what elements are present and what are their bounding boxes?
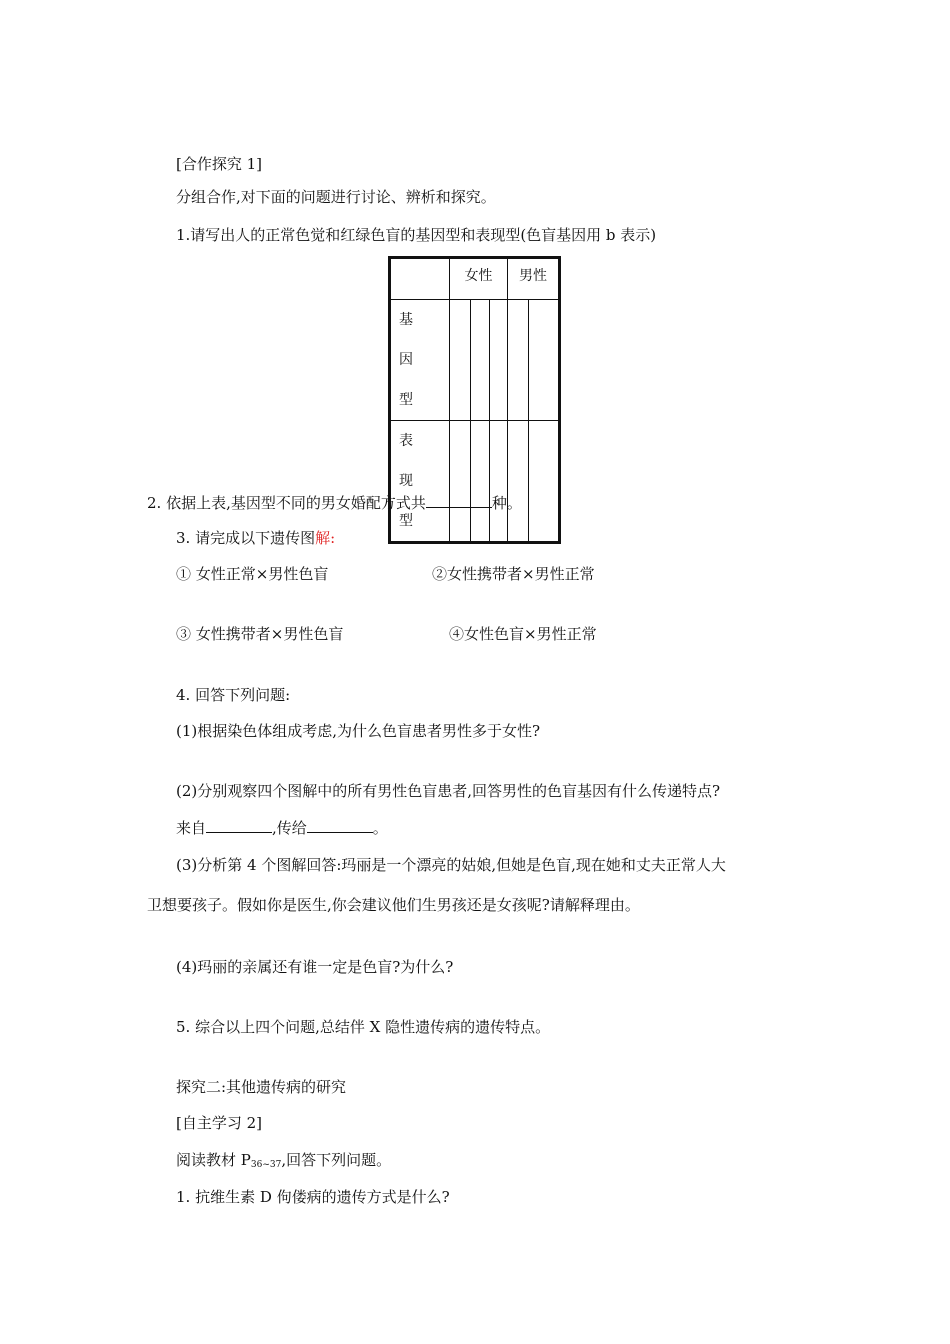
section-2-title: 探究二:其他遗传病的研究 — [176, 1078, 347, 1096]
table-row-genotype-label: 基 因 型 — [390, 300, 450, 421]
question-4-part-4: (4)玛丽的亲属还有谁一定是色盲?为什么? — [176, 958, 454, 976]
table-cell — [508, 300, 529, 421]
table-cell — [489, 421, 507, 543]
table-row-phenotype-label: 表 现 型 — [390, 421, 450, 543]
table-header-female: 女性 — [450, 258, 508, 300]
reading-instruction — [176, 1150, 391, 1175]
question-4-part-1: (1)根据染色体组成考虑,为什么色盲患者男性多于女性? — [176, 722, 541, 740]
reading-prefix: 阅读教材 P — [176, 1151, 251, 1169]
table-cell — [529, 421, 560, 543]
question-3-highlight: 解: — [315, 529, 336, 547]
answer-from-label: 来自 — [176, 819, 207, 837]
question-2 — [147, 493, 522, 513]
question-5: 5. 综合以上四个问题,总结伴 X 隐性遗传病的遗传特点。 — [176, 1018, 551, 1036]
reading-suffix: ,回答下列问题。 — [281, 1151, 392, 1169]
question-4-title: 4. 回答下列问题: — [176, 686, 291, 704]
cross-item-3: ③ 女性携带者×男性色盲 — [176, 625, 344, 643]
table-cell — [489, 300, 507, 421]
question-1: 1.请写出人的正常色觉和红绿色盲的基因型和表现型(色盲基因用 b 表示) — [176, 226, 657, 244]
table-header-male: 男性 — [508, 258, 560, 300]
question-4-part-2: (2)分别观察四个图解中的所有男性色盲患者,回答男性的色盲基因有什么传递特点? — [176, 782, 721, 800]
question-2-suffix: 种。 — [491, 494, 522, 512]
cross-item-2: ②女性携带者×男性正常 — [432, 565, 595, 583]
question-3-text: 3. 请完成以下遗传图 — [176, 529, 316, 547]
table-cell — [471, 300, 489, 421]
section-heading-cooperative-inquiry: [合作探究 1] — [176, 155, 263, 173]
section-2-question-1: 1. 抗维生素 D 佝偻病的遗传方式是什么? — [176, 1188, 450, 1206]
table-corner-cell — [390, 258, 450, 300]
question-4-part-2-answer — [176, 818, 388, 838]
answer-blank-to — [307, 818, 373, 833]
question-3 — [176, 528, 335, 548]
table-cell — [508, 421, 529, 543]
table-cell — [450, 300, 471, 421]
answer-blank-from — [206, 818, 272, 833]
section-2-heading: [自主学习 2] — [176, 1114, 263, 1132]
question-2-text: 2. 依据上表,基因型不同的男女婚配方式共 — [147, 494, 426, 512]
table-cell — [471, 421, 489, 543]
answer-to-label: ,传给 — [272, 819, 307, 837]
section-intro: 分组合作,对下面的问题进行讨论、辨析和探究。 — [176, 188, 496, 206]
table-cell — [450, 421, 471, 543]
answer-end: 。 — [372, 819, 388, 837]
cross-item-4: ④女性色盲×男性正常 — [449, 625, 597, 643]
page-range: 36~37 — [250, 1160, 282, 1170]
question-4-part-3-line-1: (3)分析第 4 个图解回答:玛丽是一个漂亮的姑娘,但她是色盲,现在她和丈夫正常人大 — [176, 856, 726, 874]
question-4-part-3-line-2: 卫想要孩子。假如你是医生,你会建议他们生男孩还是女孩呢?请解释理由。 — [147, 896, 640, 914]
answer-blank — [426, 493, 492, 508]
cross-item-1: ① 女性正常×男性色盲 — [176, 565, 329, 583]
table-cell — [529, 300, 560, 421]
